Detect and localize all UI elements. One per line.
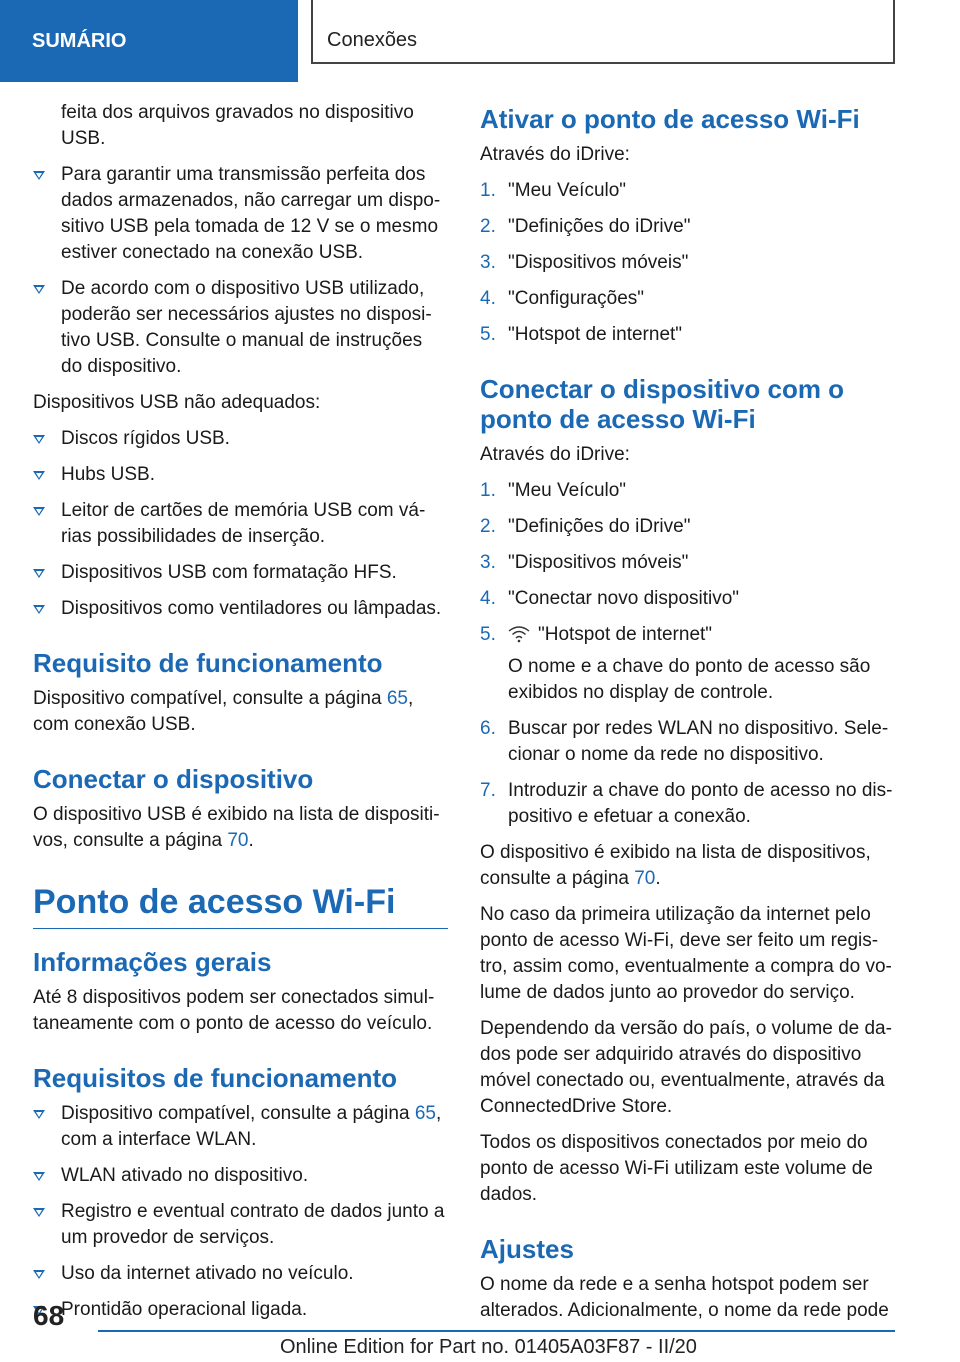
list-item: 4. "Conectar novo dispositivo" <box>480 588 740 609</box>
list-item: 2. "Definições do iDrive" <box>480 516 691 537</box>
bullet-triangle-icon <box>33 507 45 516</box>
usb-notes-list <box>33 162 448 380</box>
connect-device-heading: Conectar o dispositivo <box>33 764 314 794</box>
requirement-heading: Requisito de funcionamento <box>33 648 383 678</box>
requirement-text: Dispositivo compatível, consulte a página 65, com conexão USB. <box>33 688 414 735</box>
general-info-heading: Informações gerais <box>33 947 272 977</box>
paragraph: Todos os dispositivos conectados por meio do ponto de acesso Wi-Fi utilizam este volume de dados. <box>480 1132 873 1205</box>
right-column <box>480 100 895 1334</box>
section-title: Conexões <box>311 0 895 64</box>
list-item: Discos rígidos USB. <box>33 426 448 452</box>
list-item: Uso da internet ativado no veículo. <box>33 1261 448 1287</box>
list-item: Leitor de cartões de memória USB com várias possibilidades de inserção. <box>33 498 448 550</box>
page-link[interactable]: 70 <box>227 830 249 851</box>
list-item: Registro e eventual contrato de dados junto a um provedor de serviços. <box>33 1199 448 1251</box>
edition-footer: Online Edition for Part no. 01405A03F87 - II/20 <box>280 1336 697 1358</box>
requirements-heading: Requisitos de funcionamento <box>33 1063 398 1093</box>
activate-hotspot-heading: Ativar o ponto de acesso Wi-Fi <box>480 104 860 134</box>
footer-divider <box>98 1330 895 1332</box>
bullet-triangle-icon <box>33 471 45 480</box>
list-item: 4. "Configurações" <box>480 288 645 309</box>
bullet-triangle-icon <box>33 1110 45 1119</box>
left-column <box>33 100 448 1333</box>
connect-hotspot-heading: Conectar o dispositivo com o ponto de acesso Wi-Fi <box>480 374 845 434</box>
page-link[interactable]: 70 <box>634 868 656 889</box>
settings-text: O nome da rede e a senha hotspot podem ser alterados. Adicionalmente, o nome da rede pode <box>480 1274 889 1321</box>
connect-device-text: O dispositivo USB é exibido na lista de dispositivos, consulte a página 70. <box>33 804 440 851</box>
via-idrive-label: Através do iDrive: <box>480 444 630 465</box>
list-item: 6. Buscar por redes WLAN no dispositivo. Selecionar o nome da rede no dispositivo. <box>480 718 889 765</box>
bullet-triangle-icon <box>33 605 45 614</box>
list-item: 2. "Definições do iDrive" <box>480 216 691 237</box>
hotspot-chapter-heading: Ponto de acesso Wi-Fi <box>33 882 448 929</box>
bullet-triangle-icon <box>33 285 45 294</box>
unsuitable-label: Dispositivos USB não adequados: <box>33 392 321 413</box>
connect-steps <box>480 478 895 830</box>
via-idrive-label: Através do iDrive: <box>480 144 630 165</box>
bullet-triangle-icon <box>33 1172 45 1181</box>
listed-text: O dispositivo é exibido na lista de dispositivos, consulte a página 70. <box>480 842 871 889</box>
step-note: O nome e a chave do ponto de acesso são exibidos no display de controle. <box>508 656 871 703</box>
list-item: 3. "Dispositivos móveis" <box>480 552 689 573</box>
list-item: Dispositivos USB com formatação HFS. <box>33 560 448 586</box>
page-link[interactable]: 65 <box>386 688 408 709</box>
activate-steps <box>480 178 895 348</box>
list-item: Dispositivo compatível, consulte a página 65, com a interface WLAN. <box>33 1101 448 1153</box>
list-item: De acordo com o dispositivo USB utilizado, poderão ser necessários ajustes no dispositivo USB. Consulte o manual de instruções do dispositivo. <box>33 276 448 380</box>
toc-tab[interactable]: SUMÁRIO <box>0 0 298 82</box>
bullet-triangle-icon <box>33 171 45 180</box>
bullet-triangle-icon <box>33 1208 45 1217</box>
settings-heading: Ajustes <box>480 1234 574 1264</box>
list-item: Hubs USB. <box>33 462 448 488</box>
page-link[interactable]: 65 <box>414 1103 436 1124</box>
requirements-list <box>33 1101 448 1323</box>
wifi-icon <box>508 625 530 643</box>
list-item: 5. "Hotspot de internet" O nome e a chave do ponto de acesso são exibidos no display de controle. <box>480 622 895 706</box>
list-item: 1. "Meu Veículo" <box>480 480 627 501</box>
bullet-triangle-icon <box>33 569 45 578</box>
bullet-triangle-icon <box>33 435 45 444</box>
page-number: 68 <box>33 1300 65 1331</box>
list-item: 7. Introduzir a chave do ponto de acesso no dispositivo e efetuar a conexão. <box>480 780 893 827</box>
list-item: 3. "Dispositivos móveis" <box>480 252 689 273</box>
unsuitable-list <box>33 426 448 622</box>
general-info-text: Até 8 dispositivos podem ser conectados simultaneamente com o ponto de acesso do veículo. <box>33 987 435 1034</box>
list-item: Para garantir uma transmissão perfeita dos dados armazenados, não carregar um dispositivo USB pela tomada de 12 V se o mesmo estiver conectado na conexão USB. <box>33 162 448 266</box>
paragraph: No caso da primeira utilização da internet pelo ponto de acesso Wi-Fi, deve ser feito um registro, assim como, eventualmente a compra do volume de dados junto ao provedor do serviço. <box>480 904 892 1003</box>
list-item: 1. "Meu Veículo" <box>480 180 627 201</box>
intro-continuation: feita dos arquivos gravados no dispositivo USB. <box>61 102 414 149</box>
bullet-triangle-icon <box>33 1270 45 1279</box>
list-item: 5. "Hotspot de internet" <box>480 324 683 345</box>
list-item: Prontidão operacional ligada. <box>33 1297 448 1323</box>
list-item: Dispositivos como ventiladores ou lâmpadas. <box>33 596 448 622</box>
paragraph: Dependendo da versão do país, o volume de dados pode ser adquirido através do dispositivo móvel conectado ou, eventualmente, através da ConnectedDrive Store. <box>480 1018 892 1117</box>
list-item: WLAN ativado no dispositivo. <box>33 1163 448 1189</box>
